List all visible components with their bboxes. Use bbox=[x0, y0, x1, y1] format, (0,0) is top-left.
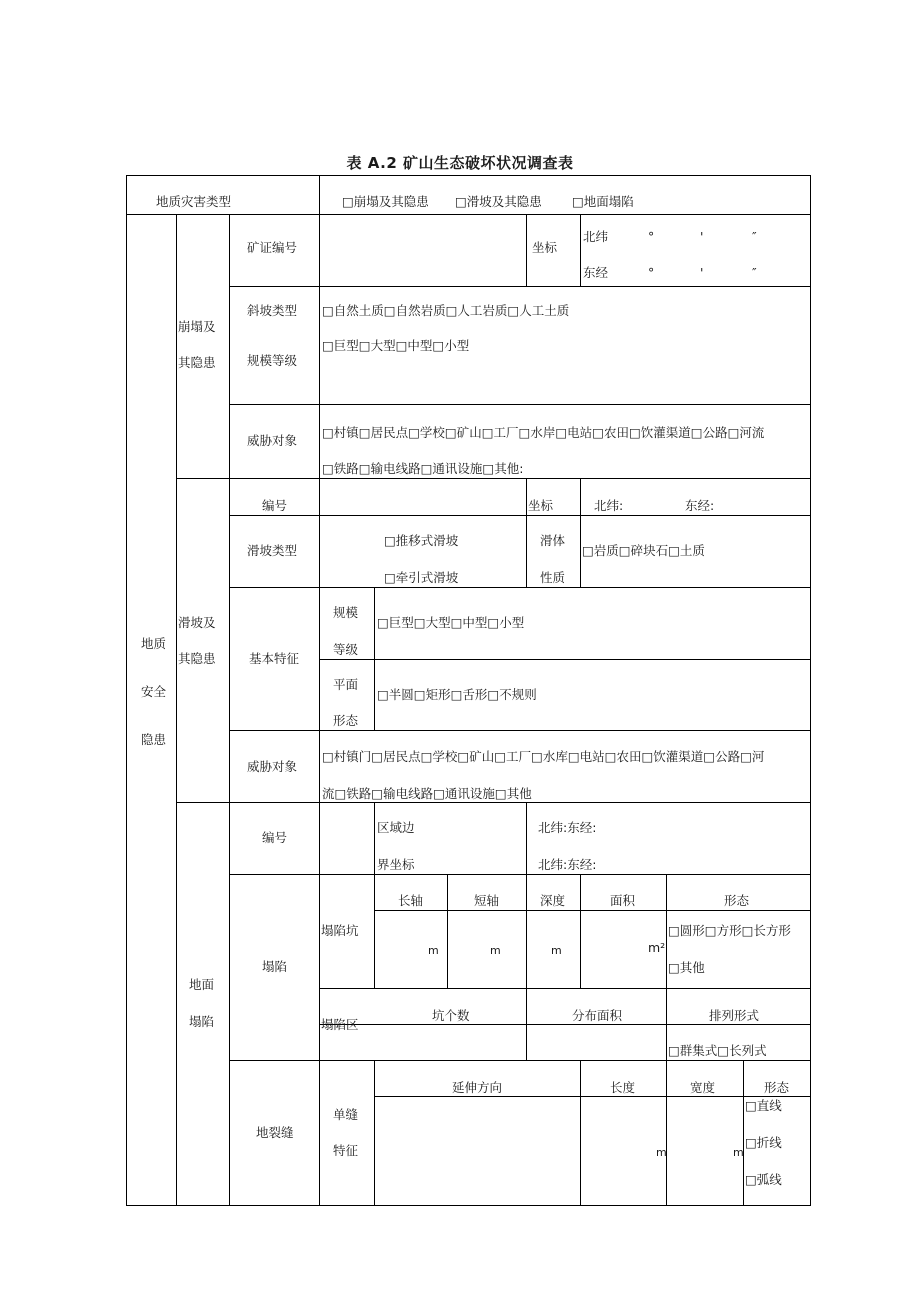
slope-type-options[interactable]: □自然土质□自然岩质□人工岩质□人工土质 bbox=[322, 303, 570, 318]
form-straight[interactable]: □直线 bbox=[745, 1098, 782, 1113]
landslide-group-label-2: 其隐患 bbox=[178, 651, 216, 666]
unit-length: m bbox=[656, 1146, 667, 1159]
form-arc[interactable]: □弧线 bbox=[745, 1172, 782, 1187]
col-arrangement: 排列形式 bbox=[709, 1008, 760, 1023]
subsidence-id-label: 编号 bbox=[262, 830, 288, 845]
landslide-body-options[interactable]: □岩质□碎块石□土质 bbox=[582, 543, 705, 558]
subsidence-area-label-1: 区域边 bbox=[377, 820, 415, 835]
col-width: 宽度 bbox=[690, 1080, 716, 1095]
pit-shape-line1[interactable]: □圆形□方形□长方形 bbox=[668, 923, 791, 938]
landslide-scale-options[interactable]: □巨型□大型□中型□小型 bbox=[377, 615, 525, 630]
latitude-min: ' bbox=[700, 229, 704, 244]
section-label-line2: 安全 bbox=[141, 684, 167, 699]
scale-label: 规模等级 bbox=[247, 353, 298, 368]
latitude-deg: ° bbox=[648, 229, 655, 244]
col-dist-area: 分布面积 bbox=[572, 1008, 623, 1023]
col-long-axis: 长轴 bbox=[398, 893, 424, 908]
hazard-option-subsidence[interactable]: □地面塌陷 bbox=[572, 194, 634, 209]
landslide-north-label: 北纬: bbox=[594, 498, 624, 513]
pit-shape-line2[interactable]: □其他 bbox=[668, 960, 705, 975]
col-length: 长度 bbox=[610, 1080, 636, 1095]
subsidence-coord-line1: 北纬:东经: bbox=[538, 820, 597, 835]
landslide-plane-label-1: 平面 bbox=[333, 677, 359, 692]
hazard-option-collapse[interactable]: □崩塌及其隐患 bbox=[342, 194, 429, 209]
landslide-coord-label: 坐标 bbox=[528, 498, 554, 513]
landslide-scale-label-1: 规模 bbox=[333, 605, 359, 620]
subsidence-group-label-2: 塌陷 bbox=[189, 1014, 215, 1029]
landslide-east-label: 东经: bbox=[685, 498, 715, 513]
scale-options[interactable]: □巨型□大型□中型□小型 bbox=[322, 338, 470, 353]
hazard-option-landslide[interactable]: □滑坡及其隐患 bbox=[455, 194, 542, 209]
landslide-threat-label: 威胁对象 bbox=[247, 759, 298, 774]
landslide-basic-label: 基本特征 bbox=[249, 651, 300, 666]
latitude-sec: ″ bbox=[752, 229, 757, 244]
latitude-label: 北纬 bbox=[583, 229, 609, 244]
hazard-type-label: 地质灾害类型 bbox=[156, 194, 232, 209]
threat-label: 威胁对象 bbox=[247, 433, 298, 448]
col-shape: 形态 bbox=[724, 893, 750, 908]
col-area: 面积 bbox=[610, 893, 636, 908]
landslide-type-label: 滑坡类型 bbox=[247, 543, 298, 558]
subsidence-area-label-2: 界坐标 bbox=[377, 857, 415, 872]
longitude-label: 东经 bbox=[583, 265, 609, 280]
slope-type-label: 斜坡类型 bbox=[247, 303, 298, 318]
landslide-type-pull[interactable]: □牵引式滑坡 bbox=[384, 570, 459, 585]
subsidence-group-label-1: 地面 bbox=[189, 977, 215, 992]
zone-label: 塌陷区 bbox=[321, 1017, 359, 1032]
form-polyline[interactable]: □折线 bbox=[745, 1135, 782, 1150]
col-pit-count: 坑个数 bbox=[432, 1008, 470, 1023]
crack-label: 地裂缝 bbox=[256, 1125, 294, 1140]
unit-width: m bbox=[733, 1146, 744, 1159]
subsidence-coord-line2: 北纬:东经: bbox=[538, 857, 597, 872]
pit-label: 塌陷坑 bbox=[321, 923, 359, 938]
unit-area: m² bbox=[648, 940, 666, 955]
landslide-id-label: 编号 bbox=[262, 498, 288, 513]
single-crack-label-2: 特征 bbox=[333, 1143, 359, 1158]
coordinate-label: 坐标 bbox=[532, 240, 558, 255]
col-depth: 深度 bbox=[540, 893, 566, 908]
collapse-group-label-1: 崩塌及 bbox=[178, 319, 216, 334]
landslide-group-label-1: 滑坡及 bbox=[178, 615, 216, 630]
threat-options-line1[interactable]: □村镇□居民点□学校□矿山□工厂□水岸□电站□农田□饮灌渠道□公路□河流 bbox=[322, 425, 765, 440]
threat-options-line2[interactable]: □铁路□输电线路□通讯设施□其他: bbox=[322, 461, 524, 476]
landslide-body-label-2: 性质 bbox=[540, 570, 566, 585]
landslide-type-push[interactable]: □推移式滑坡 bbox=[384, 533, 459, 548]
unit-depth: m bbox=[551, 944, 562, 957]
section-label-line1: 地质 bbox=[141, 636, 167, 651]
collapse-sub-label: 塌陷 bbox=[262, 959, 288, 974]
col-short-axis: 短轴 bbox=[474, 893, 500, 908]
arrangement-options[interactable]: □群集式□长列式 bbox=[668, 1043, 767, 1058]
longitude-sec: ″ bbox=[752, 265, 757, 280]
landslide-threat-line1[interactable]: □村镇门□居民点□学校□矿山□工厂□水库□电站□农田□饮灌渠道□公路□河 bbox=[322, 749, 765, 764]
page-title: 表 A.2 矿山生态破坏状况调查表 bbox=[346, 154, 574, 172]
landslide-scale-label-2: 等级 bbox=[333, 642, 359, 657]
landslide-plane-options[interactable]: □半圆□矩形□舌形□不规则 bbox=[377, 687, 537, 702]
landslide-body-label-1: 滑体 bbox=[540, 533, 566, 548]
collapse-group-label-2: 其隐患 bbox=[178, 355, 216, 370]
section-label-line3: 隐患 bbox=[141, 732, 167, 747]
longitude-deg: ° bbox=[648, 265, 655, 280]
col-direction: 延伸方向 bbox=[452, 1080, 503, 1095]
license-number-label: 矿证编号 bbox=[247, 240, 298, 255]
single-crack-label-1: 单缝 bbox=[333, 1107, 359, 1122]
col-form: 形态 bbox=[764, 1080, 790, 1095]
unit-long: m bbox=[428, 944, 439, 957]
unit-short: m bbox=[490, 944, 501, 957]
longitude-min: ' bbox=[700, 265, 704, 280]
landslide-plane-label-2: 形态 bbox=[333, 713, 359, 728]
landslide-threat-line2[interactable]: 流□铁路□输电线路□通讯设施□其他 bbox=[322, 786, 532, 801]
